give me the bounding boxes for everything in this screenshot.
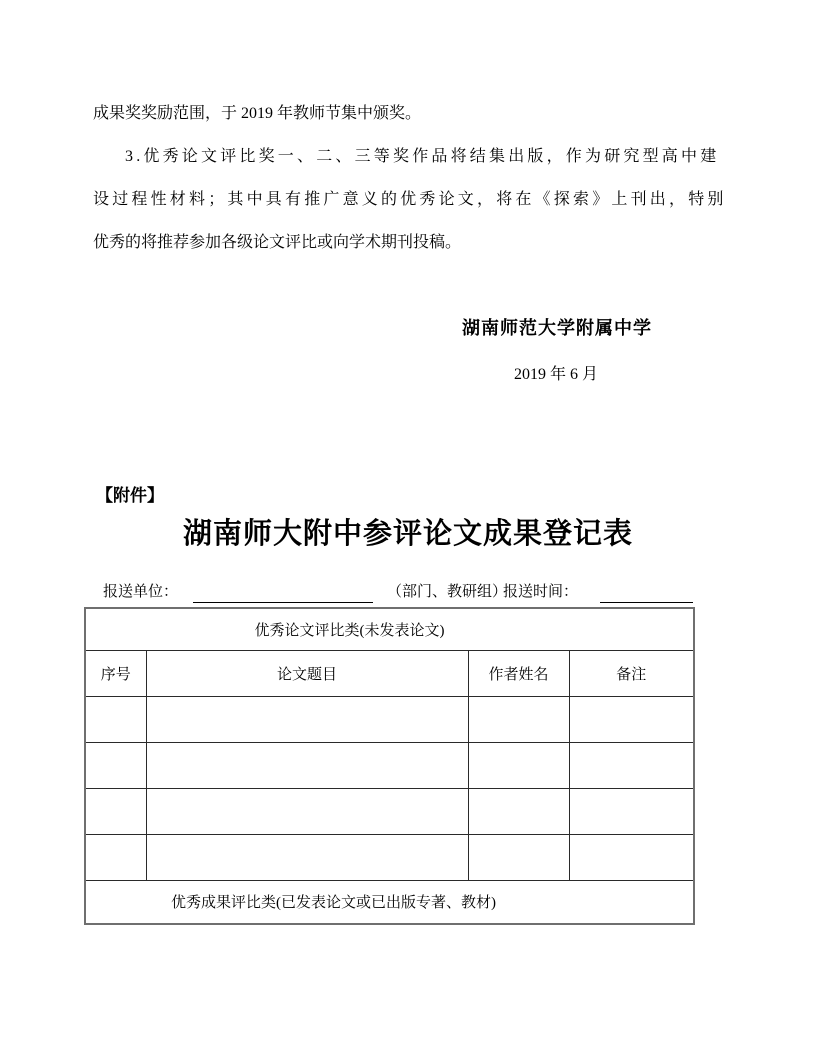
table-cell <box>85 696 146 742</box>
table-header-row <box>85 650 694 696</box>
paragraph-line: 成果奖奖励范围，于 2019 年教师节集中颁奖。 <box>93 105 422 122</box>
table-header-author: 作者姓名 <box>468 650 569 696</box>
table-row <box>85 696 694 742</box>
table-cell <box>468 788 569 834</box>
table-section1-row <box>85 608 694 650</box>
attachment-label: 【附件】 <box>96 486 164 505</box>
report-time-label: 报送时间： <box>503 584 579 600</box>
table-header-paper-title: 论文题目 <box>146 650 468 696</box>
paragraph-line: 优秀的将推荐参加各级论文评比或向学术期刊投稿。 <box>93 234 462 251</box>
table-cell <box>85 788 146 834</box>
paragraph-line: 设过程性材料；其中具有推广意义的优秀论文，将在《探索》上刊出，特别 <box>93 191 727 208</box>
table-header-remark: 备注 <box>569 650 694 696</box>
signature-organization: 湖南师范大学附属中学 <box>462 318 652 338</box>
table-cell <box>569 788 694 834</box>
table-cell <box>569 696 694 742</box>
table-cell <box>146 696 468 742</box>
signature-date: 2019 年 6 月 <box>513 366 599 383</box>
table-cell <box>146 834 468 880</box>
table-section2-row <box>85 880 694 924</box>
table-row <box>85 834 694 880</box>
table-cell <box>146 742 468 788</box>
table-cell <box>569 834 694 880</box>
table-cell <box>468 696 569 742</box>
table-row <box>85 742 694 788</box>
paragraph-line: 3.优秀论文评比奖一、二、三等奖作品将结集出版，作为研究型高中建 <box>125 148 720 165</box>
registration-table <box>84 607 695 925</box>
table-cell <box>85 834 146 880</box>
table-cell <box>468 742 569 788</box>
report-unit-note: （部门、教研组） <box>387 584 508 600</box>
report-unit-label: 报送单位： <box>103 584 179 600</box>
table-cell <box>146 788 468 834</box>
table-section2-title: 优秀成果评比类(已发表论文或已出版专著、教材) <box>85 880 694 924</box>
table-row <box>85 788 694 834</box>
table-cell <box>468 834 569 880</box>
table-cell <box>569 742 694 788</box>
report-unit-field <box>193 583 373 603</box>
report-time-field <box>600 583 693 603</box>
table-cell <box>85 742 146 788</box>
table-section1-title: 优秀论文评比类(未发表论文) <box>85 608 694 650</box>
table-empty-rows <box>85 696 694 880</box>
table-header-index: 序号 <box>85 650 146 696</box>
form-title: 湖南师大附中参评论文成果登记表 <box>182 518 633 550</box>
